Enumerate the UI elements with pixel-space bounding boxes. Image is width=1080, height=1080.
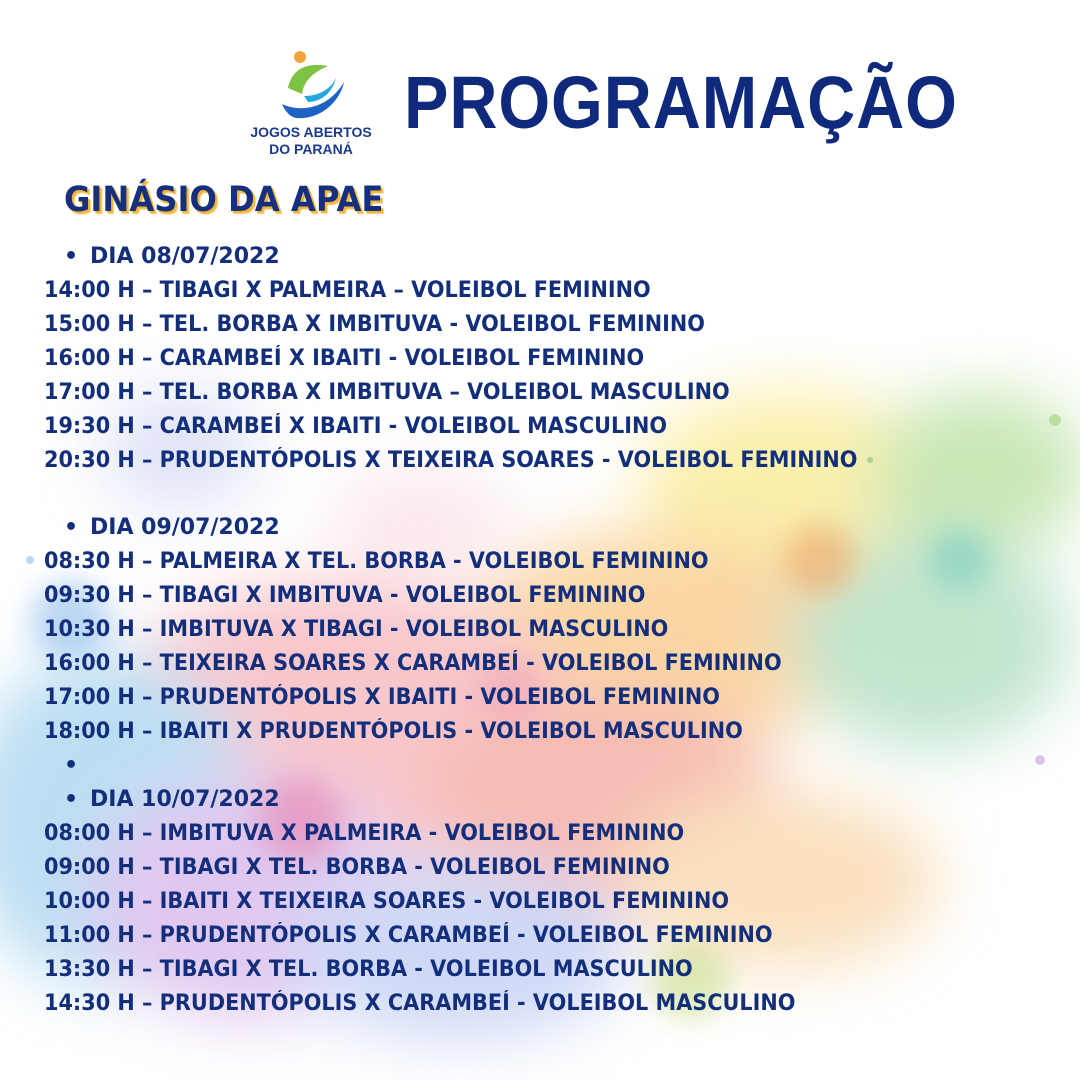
- bullet-icon: •: [64, 787, 79, 812]
- day-heading-2: [44, 511, 1074, 545]
- game-row: 13:30 H – TIBAGI X TEL. BORBA - VOLEIBOL MASCULINO: [44, 957, 693, 982]
- day-label: DIA 10/07/2022: [90, 787, 280, 812]
- logo-text-line2: DO PARANÁ: [269, 141, 353, 157]
- game-row: 11:00 H – PRUDENTÓPOLIS X CARAMBEÍ - VOLEIBOL FEMININO: [44, 923, 773, 948]
- athlete-logo-icon: [274, 48, 350, 122]
- game-row: 08:00 H – IMBITUVA X PALMEIRA - VOLEIBOL FEMININO: [44, 821, 685, 846]
- game-row: 16:00 H – TEIXEIRA SOARES X CARAMBEÍ - VOLEIBOL FEMININO: [44, 651, 782, 676]
- day-heading-1: [44, 240, 1074, 274]
- spacer: [44, 478, 1074, 511]
- game-row: 10:00 H – IBAITI X TEIXEIRA SOARES - VOLEIBOL FEMININO: [44, 889, 730, 914]
- game-row: 17:00 H – TEL. BORBA X IMBITUVA – VOLEIBOL MASCULINO: [44, 380, 730, 405]
- venue-heading: GINÁSIO DA APAE: [64, 180, 384, 220]
- game-row: 08:30 H – PALMEIRA X TEL. BORBA - VOLEIBOL FEMININO: [44, 549, 709, 574]
- game-row: 16:00 H – CARAMBEÍ X IBAITI - VOLEIBOL FEMININO: [44, 346, 645, 371]
- day-label: DIA 08/07/2022: [90, 244, 280, 269]
- bullet-icon: •: [64, 515, 79, 540]
- game-row: 15:00 H – TEL. BORBA X IMBITUVA - VOLEIBOL FEMININO: [44, 312, 705, 337]
- day-label: DIA 09/07/2022: [90, 515, 280, 540]
- game-row: 09:30 H – TIBAGI X IMBITUVA - VOLEIBOL FEMININO: [44, 583, 646, 608]
- game-row: 10:30 H – IMBITUVA X TIBAGI - VOLEIBOL MASCULINO: [44, 617, 669, 642]
- bullet-icon: •: [64, 753, 79, 778]
- game-row: 18:00 H – IBAITI X PRUDENTÓPOLIS - VOLEIBOL MASCULINO: [44, 719, 743, 744]
- jogos-abertos-logo: [246, 48, 376, 166]
- schedule: [44, 240, 1074, 1021]
- game-row: 17:00 H – PRUDENTÓPOLIS X IBAITI - VOLEIBOL FEMININO: [44, 685, 720, 710]
- empty-bullet: [44, 749, 1074, 783]
- game-row: 09:00 H – TIBAGI X TEL. BORBA - VOLEIBOL FEMININO: [44, 855, 670, 880]
- logo-text-line1: JOGOS ABERTOS: [250, 124, 372, 140]
- page-title: PROGRAMAÇÃO: [404, 61, 958, 144]
- game-row: 19:30 H – CARAMBEÍ X IBAITI - VOLEIBOL MASCULINO: [44, 414, 668, 439]
- bullet-icon: •: [64, 244, 79, 269]
- day-heading-3: [44, 783, 1074, 817]
- game-row: 14:00 H – TIBAGI X PALMEIRA – VOLEIBOL FEMININO: [44, 278, 651, 303]
- game-row: 20:30 H – PRUDENTÓPOLIS X TEIXEIRA SOARES - VOLEIBOL FEMININO: [44, 448, 858, 473]
- game-row: 14:30 H – PRUDENTÓPOLIS X CARAMBEÍ - VOLEIBOL MASCULINO: [44, 991, 796, 1016]
